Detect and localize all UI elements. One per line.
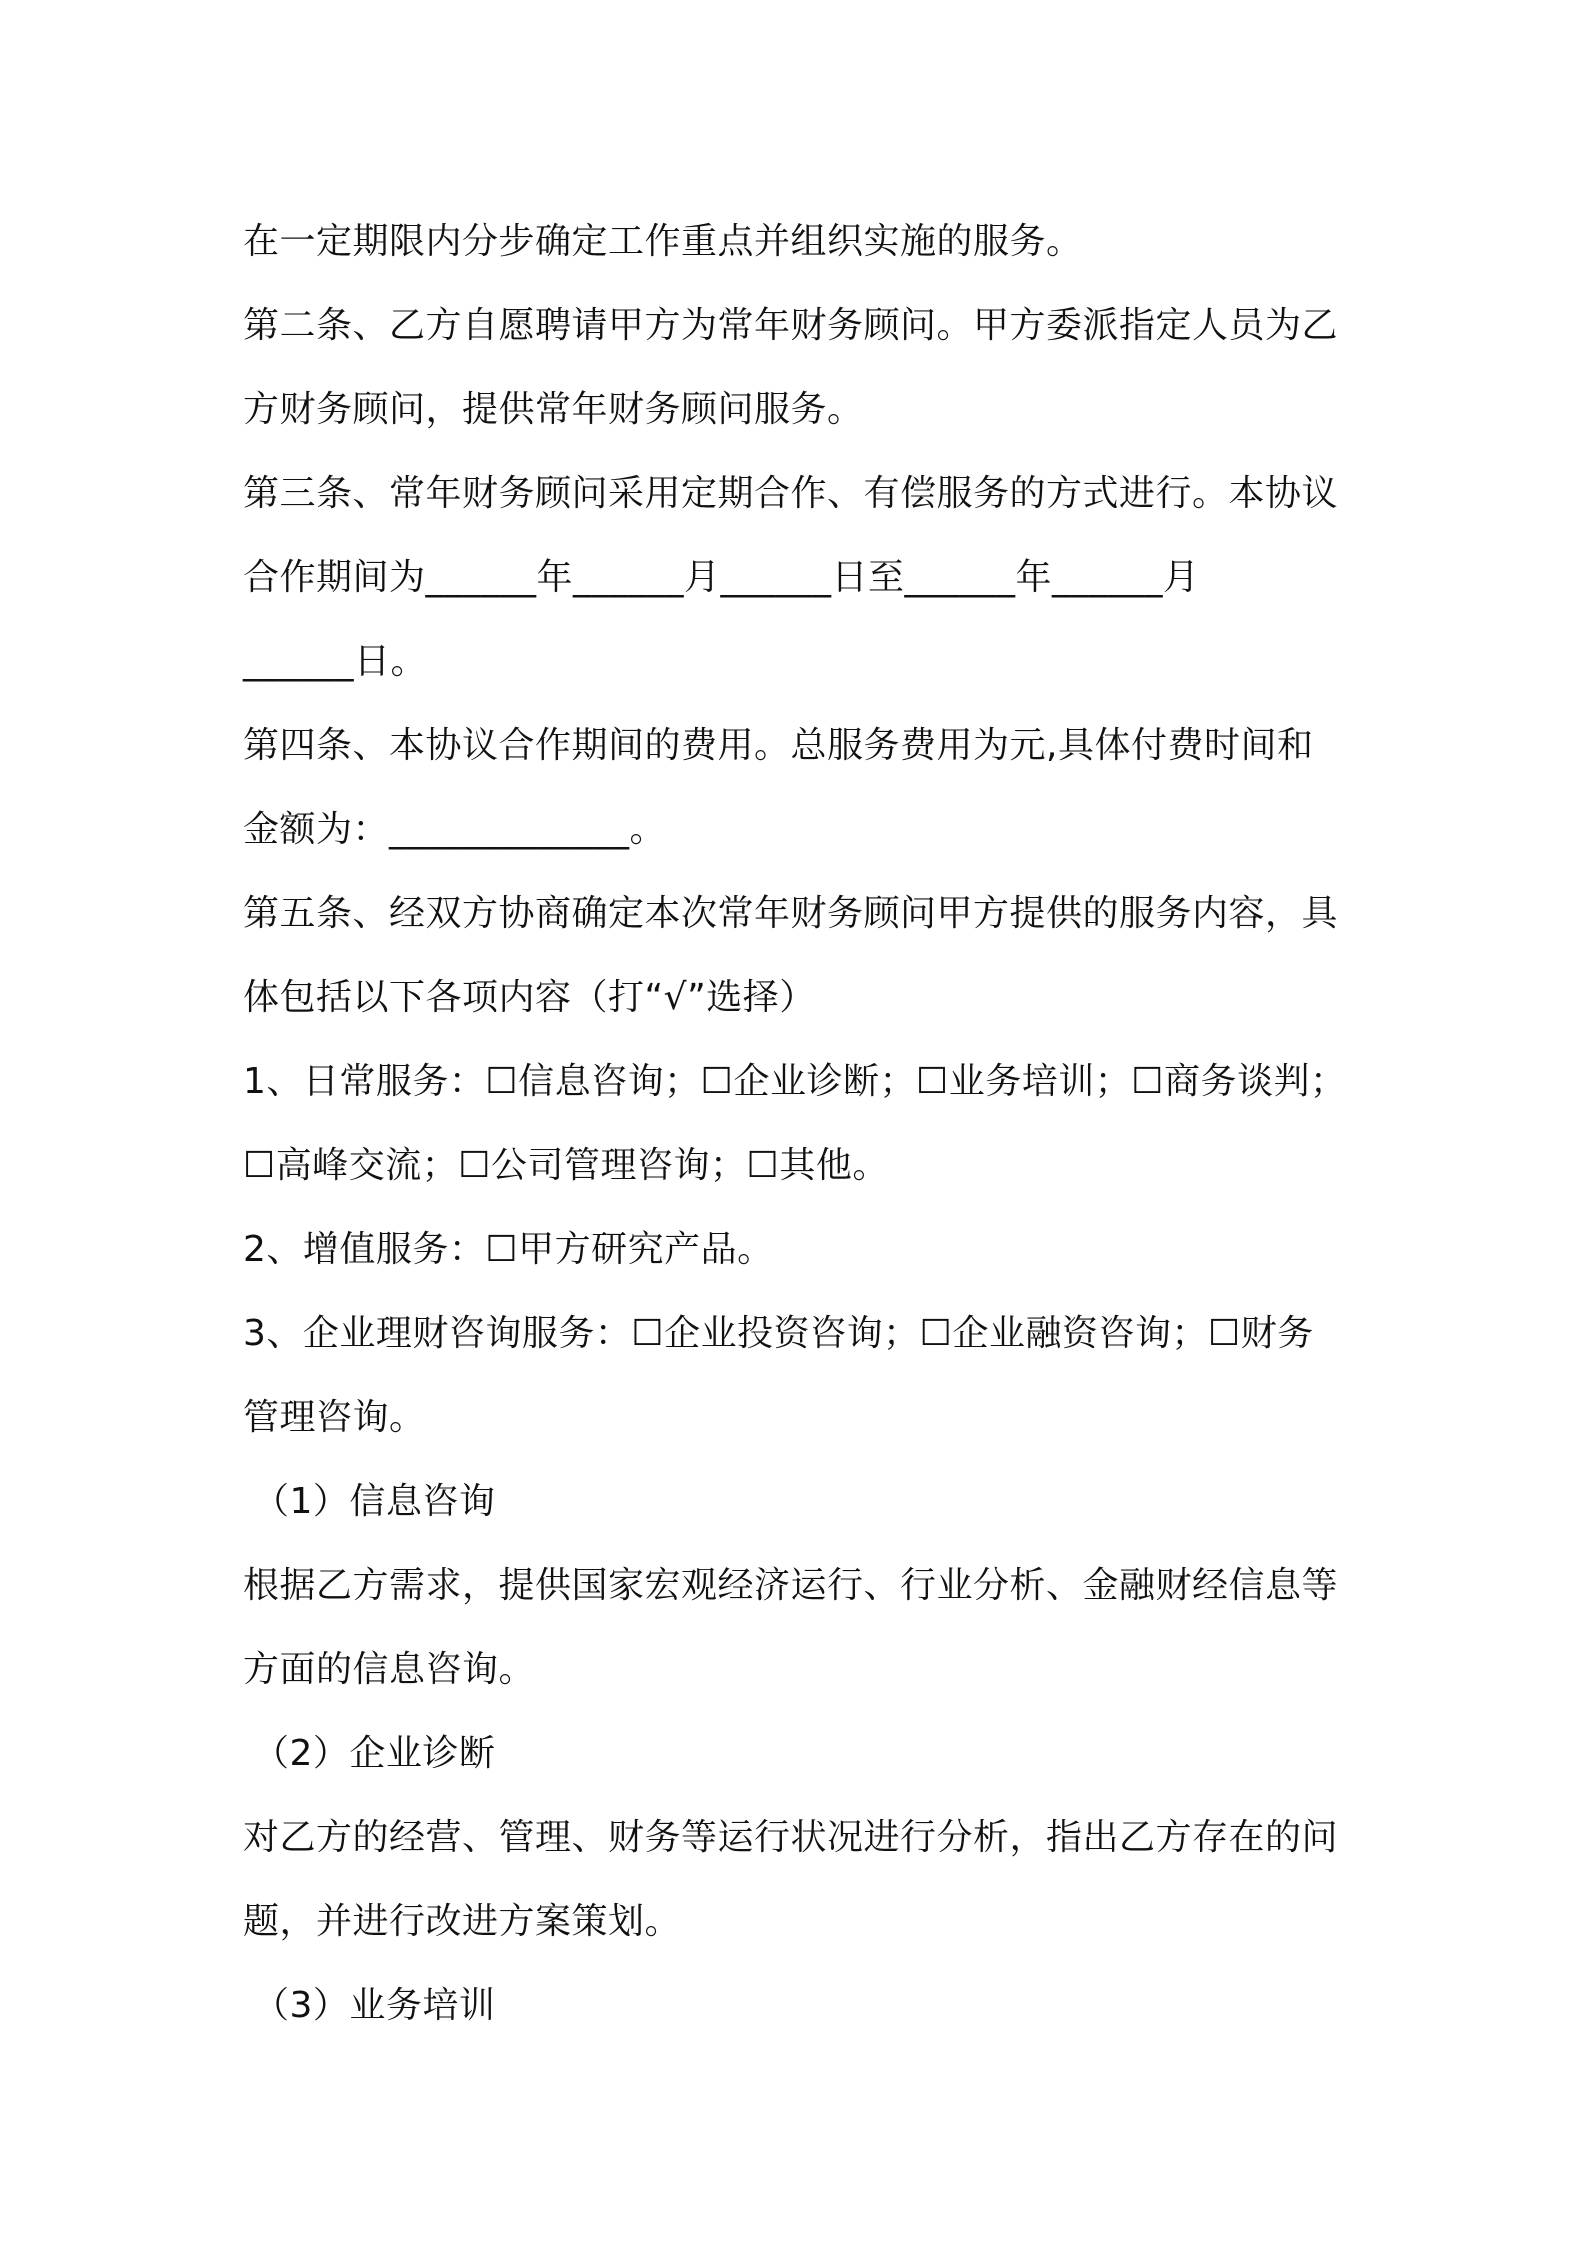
value-added-services-line: 2、增值服务：☐甲方研究产品。 — [243, 1229, 774, 1270]
text-line-continuation: 在一定期限内分步确定工作重点并组织实施的服务。 — [243, 221, 1083, 262]
article-5-line-2: 体包括以下各项内容（打“√”选择） — [243, 977, 816, 1018]
article-4-line-2: 金额为：_____________。 — [243, 809, 667, 850]
article-3-line-3: ______日。 — [243, 641, 428, 682]
wealth-consulting-line-2: 管理咨询。 — [243, 1397, 426, 1438]
article-3-line-2: 合作期间为______年______月______日至______年______月 — [243, 557, 1200, 598]
article-2-line-1: 第二条、乙方自愿聘请甲方为常年财务顾问。甲方委派指定人员为乙 — [243, 305, 1339, 346]
info-consulting-line-1: 根据乙方需求，提供国家宏观经济运行、行业分析、金融财经信息等 — [243, 1565, 1339, 1606]
daily-services-line-2: ☐高峰交流；☐公司管理咨询；☐其他。 — [243, 1145, 889, 1186]
daily-services-line-1: 1、日常服务：☐信息咨询；☐企业诊断；☐业务培训；☐商务谈判； — [243, 1061, 1347, 1102]
article-3-line-1: 第三条、常年财务顾问采用定期合作、有偿服务的方式进行。本协议 — [243, 473, 1339, 514]
info-consulting-line-2: 方面的信息咨询。 — [243, 1649, 536, 1690]
section-heading-info-consulting: （1）信息咨询 — [253, 1481, 496, 1522]
article-5-line-1: 第五条、经双方协商确定本次常年财务顾问甲方提供的服务内容，具 — [243, 893, 1339, 934]
enterprise-diagnosis-line-1: 对乙方的经营、管理、财务等运行状况进行分析，指出乙方存在的问 — [243, 1817, 1339, 1858]
document-body — [243, 200, 1373, 2048]
wealth-consulting-line-1: 3、企业理财咨询服务：☐企业投资咨询；☐企业融资咨询；☐财务 — [243, 1313, 1314, 1354]
enterprise-diagnosis-line-2: 题，并进行改进方案策划。 — [243, 1901, 682, 1942]
article-4-line-1: 第四条、本协议合作期间的费用。总服务费用为元,具体付费时间和 — [243, 725, 1314, 766]
article-2-line-2: 方财务顾问，提供常年财务顾问服务。 — [243, 389, 864, 430]
section-heading-enterprise-diagnosis: （2）企业诊断 — [253, 1733, 496, 1774]
section-heading-business-training: （3）业务培训 — [253, 1985, 496, 2026]
